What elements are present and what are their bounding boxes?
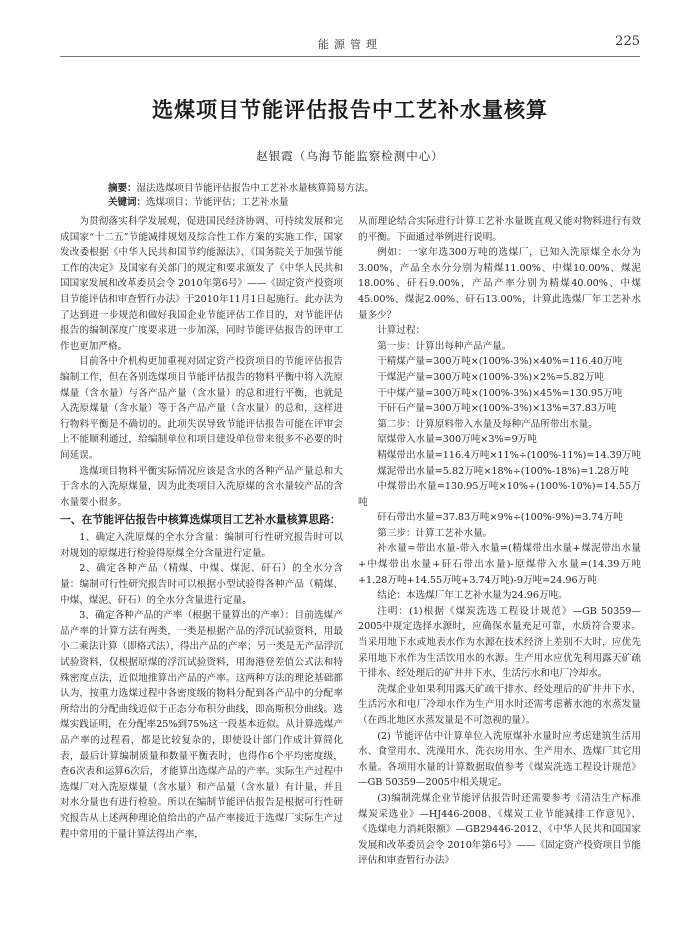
paragraph: 1、确定入洗原煤的全水分含量：编制可行性研究报告时可以对规划的原煤进行检验得原煤全分含量进行定量。 [60, 532, 343, 559]
right-column [358, 214, 641, 869]
paragraph: 补水量=带出水量-带入水量=(精煤带出水量+煤泥带出水量+中煤带出水量+矸石带出水量)-原煤带入水量=(14.39万吨+1.28万吨+14.55万吨+3.74万吨)-9万吨=24.96万吨 [358, 543, 641, 586]
abstract-text: 湿法选煤项目节能评估报告中工艺补水量核算简易方法。 [136, 183, 375, 194]
paragraph: (2) 节能评估中计算单位入洗原煤补水量时应考虑建筑生活用水、食堂用水、洗澡用水、洗衣房用水、生产用水、选煤厂其它用水量。各项用水量的计算数据取值参考《煤炭洗选工程设计规范》—GB 50359—2005中相关规定。 [358, 730, 641, 789]
keywords-text: 选煤项目；节能评估；工艺补水量 [146, 197, 289, 208]
paragraph: 干中煤产量=300万吨×(100%-3%)×45%=130.95万吨 [377, 387, 623, 399]
abstract-line [108, 182, 592, 196]
paragraph: 精煤带出水量=116.4万吨×11%÷(100%-11%)=14.39万吨 [377, 449, 642, 461]
paragraph: 原煤带入水量=300万吨×3%=9万吨 [377, 434, 537, 446]
paragraph: 第二步：计算原料带入水量及每种产品所带出水量。 [377, 418, 598, 430]
paragraph: 干精煤产量=300万吨×(100%-3%)×40%=116.40万吨 [377, 356, 623, 368]
paragraph: 第一步：计算出每种产品产量。 [377, 340, 512, 352]
keywords-label: 关键词： [108, 197, 147, 208]
abstract-block [108, 182, 592, 210]
paragraph: 洗煤企业如果利用露天矿疏干排水、经处理后的矿井井下水、生活污水和电厂冷却水作为生产用水时还需考虑蓄水池的水蒸发量（在西北地区水蒸发量是不可忽视的量）。 [358, 683, 641, 726]
article-title: 选煤项目节能评估报告中工艺补水量核算 [152, 97, 548, 122]
paragraph: 干煤泥产量=300万吨×(100%-3%)×2%=5.82万吨 [377, 371, 604, 383]
paragraph: 目前各中介机构更加重视对固定资产投资项目的节能评估报告编制工作，但在各别选煤项目节能评估报告的物料平衡中将入洗原煤量（含水量）与各产品产量（含水量）的总和进行平衡，也就是入洗原煤量（含水量）等于各产品产量（含水量）的总和，这样进行物料平衡是不确切的。此项失误导致节能评估报告可能在评审会上不能顺利通过，给编制单位和项目建设单位带来很多不必要的时间延误。 [60, 356, 343, 461]
paragraph: 煤泥带出水量=5.82万吨×18%÷(100%-18%)=1.28万吨 [377, 465, 629, 477]
left-column [60, 214, 343, 842]
paragraph: 选煤项目物料平衡实际情况应该是含水的各种产品产量总和大于含水的入洗原煤量，因为此类项目入洗原煤的含水量较产品的含水量要小很多。 [60, 465, 343, 508]
keywords-line [108, 196, 592, 210]
paragraph: 注明：(1)根据《煤炭洗选工程设计规范》—GB 50359—2005中规定选择水源时，应确保水量充足可靠，水质符合要求。当采用地下水或地表水作为水源在技术经济上差别不大时，应优先采用地下水作为生活饮用水的水源。生产用水应优先利用露天矿疏干排水、经处理后的矿井井下水、生活污水和电厂冷却水。 [358, 605, 641, 680]
paragraph: 矸石带出水量=37.83万吨×9%÷(100%-9%)=3.74万吨 [377, 512, 623, 524]
running-header [60, 34, 640, 54]
paragraph: (3)编制洗煤企业节能评估报告时还需要参考《清洁生产标准 煤炭采选业》—HJ446-2008、《煤炭工业节能减排工作意见》、《选煤电力消耗限额》—GB29446-2012、《中华人民共和国国家发展和改革委员会令 2010年第6号》——《固定资产投资项目节能评估和审查暂行办法》 [358, 792, 642, 867]
section-heading: 一、在节能评估报告中核算选煤项目工艺补水量核算思路： [60, 513, 341, 527]
journal-section-name: 能源管理 [318, 38, 382, 51]
paragraph: 例如：一家年选300万吨的选煤厂，已知入洗原煤全水分为3.00%，产品全水分分别为精煤11.00%、中煤10.00%、煤泥18.00%、矸石9.00%，产品产率分别为精煤40.00%、中煤45.00%、煤泥2.00%、矸石13.00%，计算此选煤厂年工艺补水量多少？ [358, 247, 641, 321]
paragraph: 为贯彻落实科学发展观，促进国民经济协调、可持续发展和完成国家“十二五”节能减排规划及综合性工作方案的实施工作，国家发改委根据《中华人民共和国节约能源法》、《国务院关于加强节能工作的决定》及国家有关部门的规定和要求颁发了《中华人民共和国国家发展和改革委员会令 2010年第6号》——《固定资产投资项目节能评估和审查暂行办法》于2010年11月1日起施行。此办法为了达到进一步规范和做好我国企业节能评估工作目的，对节能评估报告的编制深度广度要求进一步加深，同时节能评估报告的评审工作也更加严格。 [60, 216, 344, 352]
paragraph: 2、确定各种产品（精煤、中煤、煤泥、矸石）的全水分含量：编制可行性研究报告时可以根据小型试验得各种产品（精煤、中煤、煤泥、矸石）的全水分含量进行定量。 [60, 563, 343, 606]
header-rule [60, 56, 640, 57]
paragraph: 3、确定各种产品的产率（根据干量算出的产率）：目前选煤产品产率的计算方法有两类，一类是根据产品的浮沉试验资料，用最小二乘法计算（即格式法），得出产品的产率；另一类是无产品浮沉试验资料，仅根据原煤的浮沉试验资料，用海港登差值公式法和特殊密度点法，近似地推算出产品的产率。这两种方法的理论基础都认为，按重力选煤过程中各密度级的物料分配到各产品中的分配率所给出的分配曲线近似于正态分布积分曲线，即高斯积分曲线。选煤实践证明，在分配率25%到75%这一段基本近似。从计算选煤产品产率的过程看，都是比较复杂的，即使设计部门作成计算简化表，最后计算编制质量和数量平衡表时，也得作6个平均密度级，查6次表和运算6次后，才能算出选煤产品的产率。实际生产过程中选煤厂对入洗原煤量（含水量）和产品量（含水量）有计量，并且对水分量也有进行检验。所以在编制节能评估报告是根据可行性研究报告从上述两种理论值给出的产品产率接近于选煤厂实际生产过程中常用的干量计算法得出产率， [60, 610, 344, 840]
paragraph: 第三步：计算工艺补水量。 [377, 527, 493, 539]
article-author: 赵银霞（乌海节能监察检测中心） [256, 149, 444, 163]
paragraph: 结论：本选煤厂年工艺补水量为24.96万吨。 [377, 590, 568, 602]
page-number: 225 [615, 34, 640, 49]
paragraph: 干矸石产量=300万吨×(100%-3%)×13%=37.83万吨 [377, 403, 617, 415]
paragraph: 从而理论结合实际进行计算工艺补水量既直观又能对物料进行有效的平衡。下面通过举例进行说明。 [358, 216, 641, 243]
paragraph: 中煤带出水量=130.95万吨×10%÷(100%-10%)=14.55万吨 [358, 481, 641, 508]
abstract-label: 摘要： [108, 183, 137, 194]
paragraph: 计算过程： [377, 325, 426, 337]
